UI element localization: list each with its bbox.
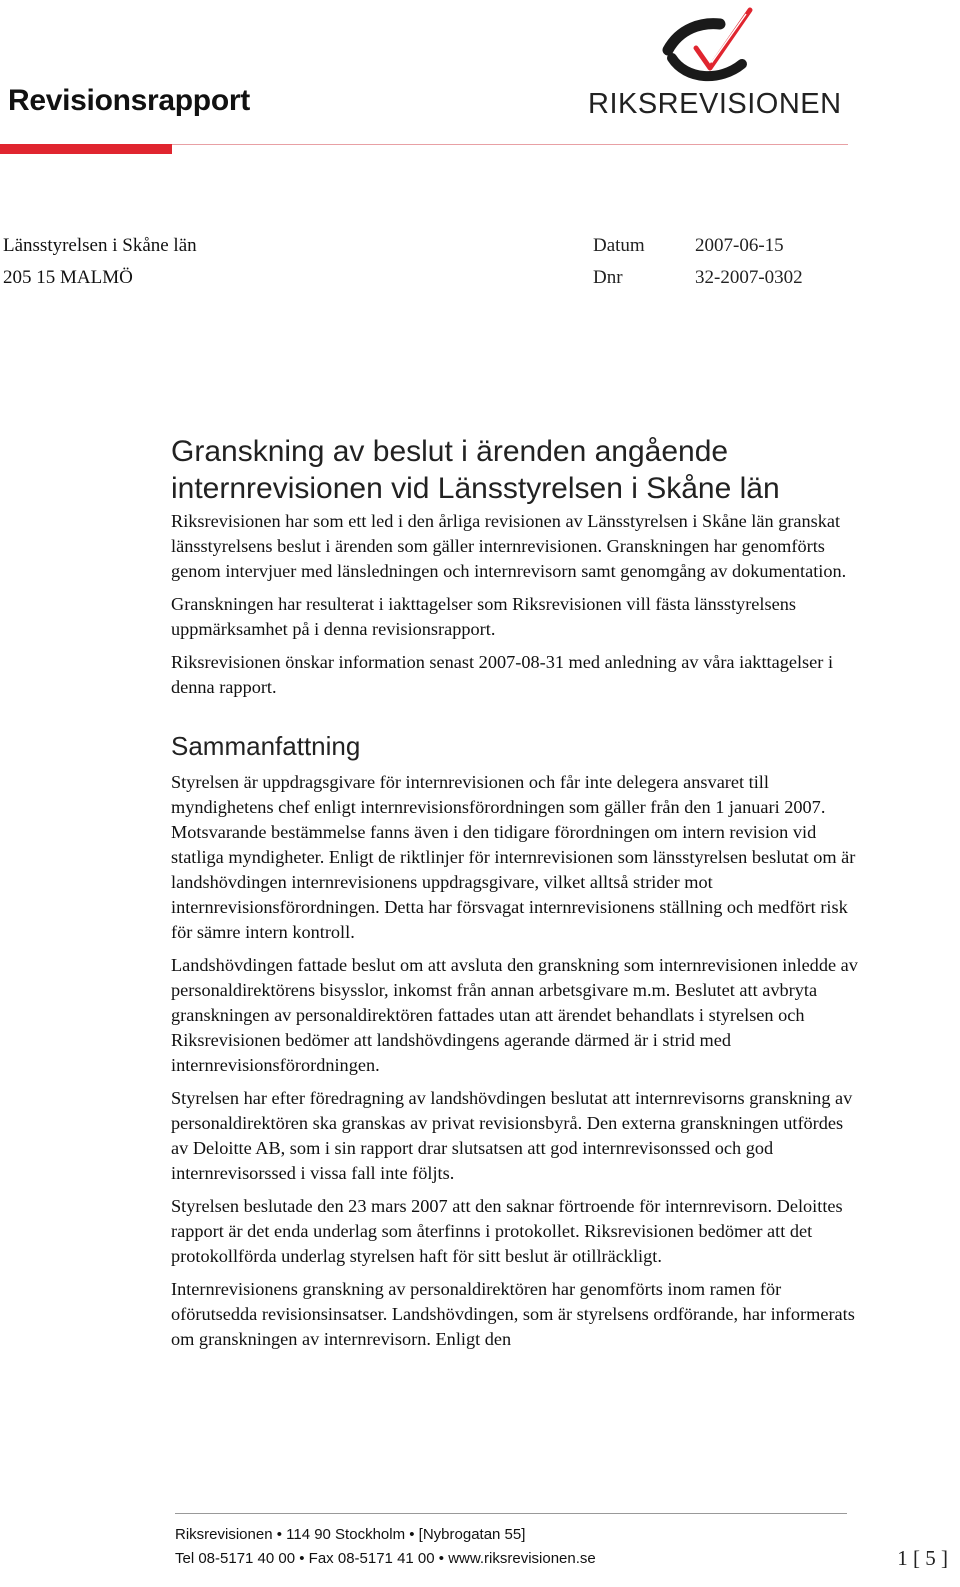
summary-paragraph: Styrelsen har efter föredragning av landshövdingen beslutat att internrevisorns granskning av personaldirektören ska granskas av privat revisionsbyrå. Den externa granskningen utfördes av Deloitte AB, som i sin rapport drar slutsatsen att god internrevisonssed och god internrevisorssed i vissa fall inte följts. bbox=[171, 1088, 853, 1183]
header-red-bar bbox=[0, 144, 172, 154]
date-value: 2007-06-15 bbox=[695, 235, 784, 256]
footer-contact: Tel 08-5171 40 00 • Fax 08-5171 41 00 • www.riksrevisionen.se bbox=[175, 1550, 596, 1567]
dnr-value: 32-2007-0302 bbox=[695, 267, 803, 288]
summary-paragraph: Styrelsen beslutade den 23 mars 2007 att den saknar förtroende för internrevisorn. Deloittes rapport är det enda underlag som återfinns i protokollet. Riksrevisionen bedömer att det protokollförda underlag styrelsen haft för sitt beslut är otillräckligt. bbox=[171, 1196, 843, 1266]
date-label: Datum bbox=[593, 235, 645, 256]
recipient-name: Länsstyrelsen i Skåne län bbox=[3, 235, 197, 256]
intro-paragraph: Riksrevisionen har som ett led i den årliga revisionen av Länsstyrelsen i Skåne län granskat länsstyrelsens beslut i ärenden som gäller internrevisionen. Granskningen har genomförts genom intervjuer med länsledningen och internrevisorn samt genomgång av dokumentation. bbox=[171, 511, 847, 581]
report-title bbox=[171, 433, 891, 507]
page-number: 1 [ 5 ] bbox=[897, 1546, 948, 1570]
recipient-postal: 205 15 MALMÖ bbox=[3, 267, 133, 288]
footer-address: Riksrevisionen • 114 90 Stockholm • [Nybrogatan 55] bbox=[175, 1526, 526, 1543]
summary-paragraph: Landshövdingen fattade beslut om att avsluta den granskning som internrevisionen inledde av personaldirektörens bisysslor, inkomst från annan arbetsgivare m.m. Beslutet att avbryta granskningen av personaldirektören fattades utan att ärendet behandlats i styrelsen och Riksrevisionen bedömer att landshövdingens agerande därmed är i strid med internrevisionsförordningen. bbox=[171, 955, 858, 1075]
report-body bbox=[171, 509, 861, 1360]
intro-paragraph: Riksrevisionen önskar information senast 2007-08-31 med anledning av våra iakttagelser i denna rapport. bbox=[171, 652, 834, 697]
riksrevisionen-logo-icon bbox=[662, 4, 762, 86]
header-rule bbox=[172, 144, 848, 145]
report-title-line-2: internrevisionen vid Länsstyrelsen i Skåne län bbox=[171, 472, 780, 505]
document-type-heading: Revisionsrapport bbox=[8, 84, 250, 117]
intro-paragraph: Granskningen har resulterat i iakttagelser som Riksrevisionen vill fästa länsstyrelsens uppmärksamhet på i denna revisionsrapport. bbox=[171, 594, 796, 639]
report-title-line-1: Granskning av beslut i ärenden angående bbox=[171, 435, 729, 468]
summary-heading: Sammanfattning bbox=[171, 731, 361, 761]
summary-paragraph: Styrelsen är uppdragsgivare för internrevisionen och får inte delegera ansvaret till myndighetens chef enligt internrevisionsförordningen som gäller från den 1 januari 2007. Motsvarande bestämmelse fanns även i den tidigare förordningen om intern revision vid statliga myndigheter. Enligt de riktlinjer för internrevisionen som länsstyrelsen beslutat om är landshövdingen internrevisionens uppdragsgivare, vilket alltså strider mot internrevisionsförordningen. Detta har försvagat internrevisionens ställning och medfört risk för sämre intern kontroll. bbox=[171, 772, 856, 942]
summary-paragraph: Internrevisionens granskning av personaldirektören har genomförts inom ramen för oförutsedda revisionsinsatser. Landshövdingen, som är styrelsens ordförande, har informerats om granskningen av internrevisorn. Enligt den bbox=[171, 1279, 855, 1349]
logo-wordmark: RIKSREVISIONEN bbox=[588, 88, 842, 120]
footer-rule bbox=[175, 1513, 847, 1514]
dnr-label: Dnr bbox=[593, 267, 623, 288]
